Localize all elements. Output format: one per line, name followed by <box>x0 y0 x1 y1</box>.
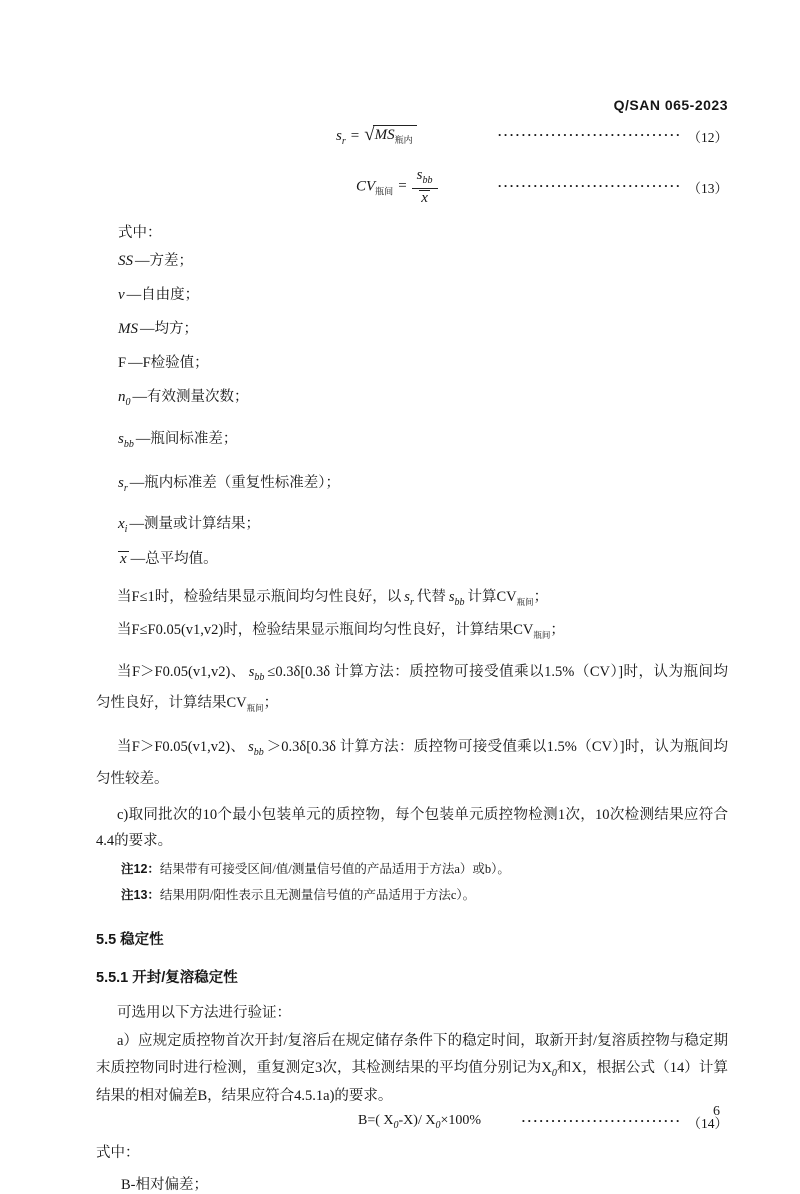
fraction <box>412 167 438 207</box>
definition-sr <box>118 473 728 496</box>
text-segment: 当F＞F0.05(v1,v2)、 <box>117 739 246 756</box>
heading-5-5-stability: 5.5 稳定性 <box>96 932 164 949</box>
text-segment: 代替 <box>416 589 446 606</box>
definition-text: —F检验值； <box>128 355 209 372</box>
inline-var-sbb <box>448 589 465 609</box>
inline-var-sr <box>404 589 414 609</box>
subscript-0: 0 <box>551 1067 557 1079</box>
note-label: 注12： <box>121 862 160 877</box>
paragraph-method-a <box>96 1028 728 1109</box>
fraction-numerator <box>412 167 438 189</box>
formula-13-leader <box>498 177 729 197</box>
subscript-between-bottle: 瓶间 <box>375 186 394 197</box>
text-segment: ； <box>550 622 565 639</box>
symbol-base: x <box>118 516 125 533</box>
page-number: 6 <box>713 1104 720 1119</box>
symbol-base: x <box>120 550 127 567</box>
definition-text: —总平均值。 <box>130 550 218 567</box>
fraction-denominator <box>412 189 438 207</box>
formula-12-expression <box>336 125 417 147</box>
math-symbol <box>118 287 125 303</box>
note-text: 结果带有可接受区间/值/测量信号值的产品适用于方法a）或b）。 <box>159 862 510 877</box>
equation-number-14: （14） <box>687 1115 728 1131</box>
text-segment: ×100% <box>440 1112 482 1128</box>
text-segment: 计算CV <box>467 589 517 606</box>
formula-13-expression <box>356 167 438 207</box>
var-s: s <box>248 739 254 756</box>
x-bar <box>419 190 430 207</box>
symbol-base: F <box>118 355 127 372</box>
formula-14-leader <box>521 1112 728 1132</box>
math-symbol <box>118 474 128 494</box>
definition-text: —方差； <box>135 252 193 269</box>
note-13 <box>121 886 728 905</box>
math-symbol <box>118 355 126 371</box>
text-segment: ； <box>263 695 279 712</box>
where-label: 式中： <box>96 1144 140 1161</box>
formula-14-row <box>96 1112 728 1132</box>
math-symbol <box>118 431 134 451</box>
paragraph-f-le-f005 <box>96 617 728 645</box>
math-symbol <box>118 516 128 536</box>
square-root <box>364 125 416 146</box>
text-segment: 当F≤F0.05(v1,v2)时，检验结果显示瓶间均匀性良好，计算结果CV <box>117 622 534 639</box>
var-s: s <box>404 589 410 606</box>
symbol-subscript: 0 <box>125 396 131 408</box>
text-segment: 当F≤1时，检验结果显示瓶间均匀性良好，以 <box>117 589 402 606</box>
cv-subscript: 瓶间 <box>246 703 264 714</box>
definition-text: —有效测量次数； <box>132 388 249 405</box>
where-label: 式中： <box>118 224 162 241</box>
inline-var-sbb <box>248 663 265 683</box>
text-segment: 和X，根据公式（14）计算结果的相对偏差B，结果应符合4.5.1a)的要求。 <box>96 1059 728 1105</box>
definition-text: —瓶内标准差（重复性标准差）； <box>129 474 340 491</box>
note-text: 结果用阴/阳性表示且无测量信号值的产品适用于方法c）。 <box>159 887 476 902</box>
equals-sign: = <box>398 178 407 195</box>
note-12 <box>121 860 728 879</box>
paragraph-f-gt-good <box>96 657 728 720</box>
var-cv: CV <box>356 178 376 195</box>
definition-xbar <box>118 550 728 570</box>
definition-f <box>118 353 728 376</box>
dot-leader: ··························· <box>521 1112 682 1128</box>
page-content <box>96 0 728 1194</box>
symbol-base: s <box>118 431 124 448</box>
var-s: s <box>248 663 255 680</box>
subscript-within-bottle: 瓶内 <box>394 135 413 145</box>
equation-number-13: （13） <box>687 180 728 196</box>
definition-v <box>118 285 728 308</box>
formula-13-row <box>96 167 728 207</box>
definition-text: —自由度； <box>126 287 200 304</box>
formula-12-row <box>96 125 728 147</box>
equation-number-12: （12） <box>687 130 728 145</box>
paragraph-f-gt-poor <box>96 732 728 795</box>
paragraph-method-c: c)取同批次的10个最小包装单元的质控物，每个包装单元质控物检测1次，10次检测结果应符合4.4的要求。 <box>96 806 728 849</box>
equals-sign: = <box>350 128 360 144</box>
symbol-base: n <box>118 388 126 405</box>
inline-var-sbb <box>248 739 264 759</box>
math-symbol <box>118 321 138 337</box>
subscript-r: r <box>409 597 414 609</box>
definition-text: —测量或计算结果； <box>129 516 260 533</box>
heading-5-5-1-open-reconstitution-stability: 5.5.1 开封/复溶稳定性 <box>96 970 238 987</box>
definition-text: —均方； <box>140 320 198 337</box>
cv-subscript: 瓶间 <box>516 597 534 608</box>
dot-leader: ······························· <box>497 127 682 142</box>
symbol-definitions <box>118 251 728 570</box>
definition-text: —瓶间标准差； <box>135 431 238 448</box>
paragraph-f-le-1 <box>96 584 728 612</box>
var-x: x <box>421 189 428 206</box>
math-symbol <box>118 253 133 269</box>
var-s: s <box>336 128 342 144</box>
symbol-subscript: r <box>123 482 128 494</box>
symbol-base: SS <box>118 252 133 269</box>
radicand <box>373 125 417 146</box>
definition-n0 <box>118 387 728 410</box>
var-s: s <box>448 589 455 606</box>
subscript-bb: bb <box>454 597 465 609</box>
text-segment: ； <box>533 589 549 606</box>
definition-ss <box>118 251 728 274</box>
definition-b: B-相对偏差； <box>121 1176 208 1193</box>
var-s: s <box>416 167 423 183</box>
formula-14-expression <box>358 1113 481 1131</box>
subscript-0: 0 <box>393 1119 399 1131</box>
subscript-bb: bb <box>254 671 265 683</box>
symbol-subscript: bb <box>123 439 134 451</box>
note-label: 注13： <box>121 887 160 902</box>
text-segment: ≤0.3δ[0.3δ 计算方法：质控物可接受值乘以1.5%（CV）]时，认为瓶间均匀性良好，计算结果CV <box>96 663 728 712</box>
dot-leader: ······························· <box>497 177 682 193</box>
symbol-base: s <box>118 474 124 491</box>
text-segment: B=( X <box>358 1112 394 1128</box>
cv-subscript: 瓶间 <box>533 630 551 641</box>
math-symbol <box>118 388 131 408</box>
text-segment: ＞0.3δ[0.3δ 计算方法：质控物可接受值乘以1.5%（CV）]时，认为瓶间均匀性较差。 <box>96 739 728 787</box>
text-segment: a）应规定质控物首次开封/复溶后在规定储存条件下的稳定时间，取新开封/复溶质控物与稳定期末质控物同时进行检测，重复测定3次，其检测结果的平均值分别记为X <box>96 1033 728 1076</box>
symbol-base: v <box>118 287 125 304</box>
subscript-0: 0 <box>435 1119 441 1131</box>
subscript-bb: bb <box>422 175 433 186</box>
standard-number-header: Q/SAN 065-2023 <box>613 97 728 113</box>
subscript-bb: bb <box>253 747 264 759</box>
symbol-subscript: i <box>124 524 128 536</box>
verification-intro: 可选用以下方法进行验证： <box>117 1005 291 1022</box>
radical-icon: √ <box>364 124 375 145</box>
symbol-base: MS <box>118 320 138 337</box>
text-segment: -X)/ X <box>398 1112 436 1128</box>
definition-ms <box>118 319 728 342</box>
formula-12-leader <box>498 126 729 146</box>
definition-sbb <box>118 429 728 452</box>
var-ms: MS <box>374 127 395 143</box>
x-bar-symbol <box>118 551 129 568</box>
subscript-r: r <box>341 136 346 147</box>
text-segment: 当F＞F0.05(v1,v2)、 <box>117 663 246 680</box>
definition-xi <box>118 514 728 537</box>
